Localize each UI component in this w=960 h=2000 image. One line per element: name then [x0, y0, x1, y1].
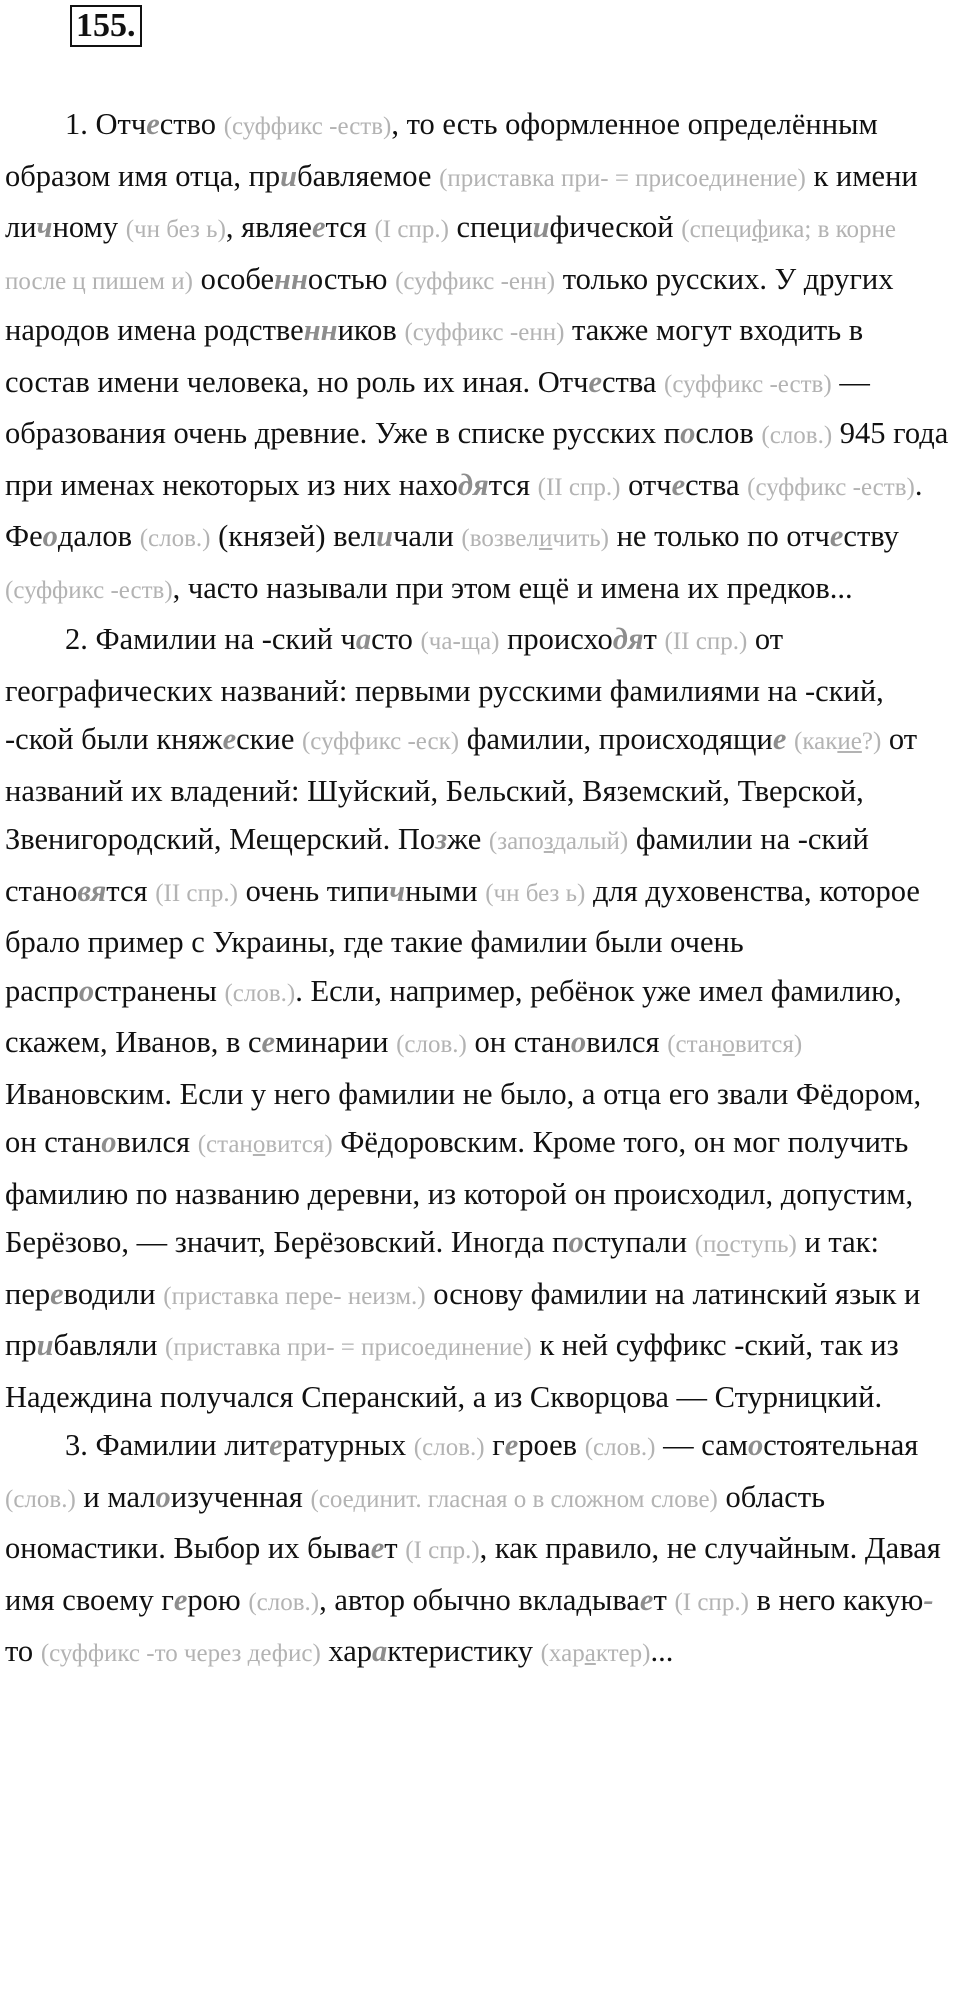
- text-segment: фамилии на -ский стано: [5, 822, 869, 908]
- highlighted-letter: е: [829, 519, 844, 553]
- text-segment: изученная: [170, 1479, 311, 1514]
- grammar-hint: о: [722, 1031, 735, 1058]
- grammar-hint: вится): [265, 1131, 333, 1158]
- grammar-hint: (I спр.): [405, 1537, 480, 1564]
- text-segment: , являе: [225, 210, 312, 244]
- text-segment: ступали: [583, 1225, 695, 1259]
- text-segment: ...: [650, 1634, 674, 1668]
- text-segment: он стан: [466, 1025, 571, 1059]
- grammar-hint: (суффикс -еств): [223, 113, 392, 140]
- grammar-hint: о: [716, 1231, 730, 1258]
- text-segment: стоятельная: [763, 1428, 919, 1462]
- text-segment: от географических названий: первыми русскими фамилиями на -ский, -ской были княж: [5, 622, 884, 756]
- highlighted-letter: е: [588, 364, 602, 399]
- grammar-hint: (I спр.): [674, 1588, 749, 1616]
- text-segment: происхо: [499, 622, 613, 656]
- grammar-hint: (приставка при- = присоединение): [439, 164, 806, 192]
- grammar-hint: (суффикс -еств): [747, 473, 915, 501]
- text-segment: водили: [63, 1276, 164, 1311]
- grammar-hint: (чн без ь): [125, 216, 226, 243]
- text-segment: . Фе: [5, 467, 923, 553]
- text-segment: т: [384, 1531, 406, 1565]
- text-segment: к имени ли: [5, 158, 918, 244]
- highlighted-letter: ч: [36, 210, 53, 244]
- grammar-hint: (стан: [667, 1031, 723, 1058]
- text-segment: фамилии, происходящи: [459, 722, 773, 756]
- grammar-hint: (п: [694, 1231, 717, 1258]
- grammar-hint: (суффикс -еств): [664, 370, 832, 398]
- grammar-hint: (приставка пере- неизм.): [163, 1282, 426, 1310]
- highlighted-letter: о: [101, 1125, 117, 1159]
- text-segment: и так: пер: [5, 1225, 879, 1311]
- paragraph-3: [5, 1421, 955, 1679]
- highlighted-letter: и: [532, 210, 550, 244]
- text-segment: ному: [52, 210, 126, 244]
- highlighted-letter: о: [747, 1428, 764, 1462]
- text-segment: то: [5, 1634, 41, 1668]
- highlighted-letter: вя: [77, 873, 107, 908]
- grammar-hint: ступь): [729, 1231, 797, 1258]
- text-segment: 2. Фамилии на -ский ч: [65, 622, 356, 656]
- text-segment: — образования очень древние. Уже в списке русских п: [5, 364, 870, 450]
- text-segment: только русских. У других народов имена родстве: [5, 261, 894, 347]
- text-segment: ству: [843, 519, 899, 553]
- text-segment: . Если, например, ребёнок уже имел фамилию, скажем, Иванов, в с: [5, 973, 902, 1059]
- text-segment: Фёдоровским. Кроме того, он мог получить фамилию по названию деревни, из которой он происходил, допустим, Берёзово, — значит, Берёзовский. Иногда п: [5, 1125, 914, 1259]
- highlighted-letter: ч: [389, 873, 406, 908]
- text-segment: хар: [320, 1634, 373, 1668]
- grammar-hint: ие: [837, 728, 862, 755]
- text-segment: фической: [549, 210, 682, 244]
- text-segment: роев: [518, 1428, 585, 1462]
- text-segment: для духовенства, которое брало пример с Украины, где такие фамилии были очень распр: [5, 873, 920, 1008]
- text-segment: специ: [448, 210, 533, 244]
- text-segment: , то есть оформленное определённым образом имя отца, пр: [5, 107, 878, 193]
- grammar-hint: далый): [553, 828, 629, 855]
- grammar-hint: (II спр.): [155, 879, 238, 907]
- text-segment: от названий их владений: Шуйский, Бельский, Вяземский, Тверской, Звенигородский, Мещерский. По: [5, 722, 918, 856]
- grammar-hint: ?): [861, 728, 882, 755]
- grammar-hint: з: [543, 828, 554, 855]
- text-segment: область ономастики. Выбор их быва: [5, 1479, 826, 1565]
- highlighted-letter: е: [146, 107, 160, 141]
- highlighted-letter: е: [269, 1428, 283, 1462]
- grammar-hint: (суффикс -енн): [395, 267, 556, 295]
- grammar-hint: (слов.): [761, 422, 833, 449]
- text-segment: основу фамилии на латинский язык и пр: [5, 1276, 921, 1362]
- text-segment: тся: [325, 210, 375, 244]
- highlighted-letter: нн: [303, 313, 338, 347]
- text-segment: отч: [620, 467, 672, 502]
- grammar-hint: ктер): [595, 1640, 651, 1667]
- text-segment: к ней суффикс -ский, так из Надеждина получался Сперанский, а из Скворцова — Стурницкий.: [5, 1328, 899, 1414]
- highlighted-letter: а: [355, 622, 372, 656]
- highlighted-letter: е: [504, 1428, 519, 1462]
- grammar-hint: (слов.): [413, 1434, 485, 1461]
- grammar-hint: чить): [552, 525, 609, 552]
- text-segment: рою: [187, 1582, 249, 1617]
- grammar-hint: (слов.): [5, 1485, 76, 1513]
- grammar-hint: ика; в корне после ц пишем и): [5, 216, 896, 295]
- highlighted-letter: -: [923, 1582, 934, 1617]
- text-segment: в него какую: [748, 1582, 924, 1617]
- text-segment: , автор обычно вкладыва: [319, 1582, 640, 1617]
- text-segment: чали: [393, 519, 462, 553]
- grammar-hint: (стан: [197, 1131, 253, 1158]
- text-segment: вился: [116, 1125, 198, 1159]
- highlighted-letter: е: [370, 1531, 385, 1565]
- text-segment: — сам: [655, 1428, 748, 1462]
- paragraph-2: [5, 615, 955, 1421]
- grammar-hint: (I спр.): [374, 216, 449, 243]
- highlighted-letter: е: [261, 1025, 276, 1059]
- text-segment: также могут входить в состав имени человека, но роль их иная. Отч: [5, 313, 864, 399]
- text-segment: и мал: [75, 1479, 156, 1514]
- highlighted-letter: дя: [457, 467, 489, 502]
- text-segment: (князей) вел: [210, 519, 377, 553]
- text-segment: ства: [601, 364, 665, 399]
- text-segment: , как правило, не случайным. Давая имя своему г: [5, 1531, 941, 1617]
- text-segment: очень типи: [237, 873, 390, 908]
- highlighted-letter: дя: [612, 622, 644, 656]
- text-segment: тся: [106, 873, 156, 908]
- text-segment: г: [484, 1428, 505, 1462]
- text-segment: ратурных: [282, 1428, 414, 1462]
- highlighted-letter: и: [376, 519, 394, 553]
- grammar-hint: (слов.): [139, 525, 211, 552]
- grammar-hint: (суффикс -то через дефис): [40, 1640, 321, 1667]
- text-segment: т: [643, 622, 665, 656]
- text-segment: вился: [586, 1025, 668, 1059]
- highlighted-letter: о: [570, 1025, 587, 1059]
- grammar-hint: и: [538, 525, 553, 552]
- highlighted-letter: и: [36, 1328, 54, 1362]
- highlighted-letter: о: [155, 1479, 171, 1514]
- text-segment: далов: [57, 519, 140, 553]
- highlighted-letter: е: [772, 722, 787, 756]
- grammar-hint: (слов.): [248, 1588, 320, 1616]
- text-segment: ктеристику: [387, 1634, 541, 1668]
- text-segment: бавляли: [53, 1328, 166, 1362]
- grammar-hint: (суффикс -еск): [301, 728, 460, 755]
- text-segment: бавляемое: [297, 158, 440, 193]
- highlighted-letter: о: [42, 519, 58, 553]
- text-segment: 945 года при именах некоторых из них нахо: [5, 416, 949, 502]
- grammar-hint: (суффикс -еств): [5, 576, 173, 604]
- text-segment: , часто называли при этом ещё и имена их предков...: [172, 570, 853, 605]
- highlighted-letter: а: [372, 1634, 388, 1668]
- grammar-hint: (слов.): [224, 979, 296, 1007]
- text-segment: 3. Фамилии лит: [65, 1428, 270, 1462]
- grammar-hint: (слов.): [396, 1031, 467, 1058]
- text-segment: 1. Отч: [65, 107, 147, 141]
- text-segment: не только по отч: [608, 519, 830, 553]
- text-segment: т: [653, 1582, 675, 1617]
- highlighted-letter: е: [639, 1582, 654, 1617]
- grammar-hint: (запо: [488, 828, 544, 855]
- highlighted-letter: е: [50, 1276, 64, 1311]
- grammar-hint: (приставка при- = присоединение): [165, 1334, 532, 1361]
- highlighted-letter: е: [311, 210, 326, 244]
- highlighted-letter: нн: [274, 261, 308, 296]
- grammar-hint: (II спр.): [537, 473, 621, 501]
- grammar-hint: (как: [794, 728, 838, 755]
- highlighted-letter: е: [671, 467, 686, 502]
- text-segment: слов: [695, 416, 762, 450]
- text-segment: особе: [192, 261, 275, 296]
- highlighted-letter: и: [280, 158, 298, 193]
- text-segment: странены: [94, 973, 225, 1008]
- text-segment: [786, 722, 794, 756]
- text-segment: ство: [159, 107, 224, 141]
- highlighted-letter: е: [173, 1582, 188, 1617]
- grammar-hint: о: [252, 1131, 266, 1158]
- grammar-hint: (II спр.): [664, 628, 748, 655]
- text-segment: остью: [307, 261, 396, 296]
- highlighted-letter: о: [568, 1225, 584, 1259]
- text-segment: минарии: [275, 1025, 397, 1059]
- text-segment: иков: [337, 313, 405, 347]
- text-segment: же: [447, 822, 489, 856]
- exercise-text: [5, 100, 955, 1679]
- grammar-hint: (чн без ь): [485, 879, 586, 907]
- highlighted-letter: е: [222, 722, 237, 756]
- grammar-hint: (хар: [540, 1640, 585, 1667]
- grammar-hint: (слов.): [584, 1434, 656, 1461]
- grammar-hint: (специ: [681, 216, 752, 243]
- text-segment: сто: [371, 622, 421, 656]
- grammar-hint: вится): [734, 1031, 803, 1058]
- text-segment: ские: [236, 722, 302, 756]
- text-segment: ства: [685, 467, 748, 502]
- highlighted-letter: о: [78, 973, 95, 1008]
- grammar-hint: (возвел: [461, 525, 539, 552]
- text-segment: тся: [488, 467, 538, 502]
- paragraph-1: [5, 100, 955, 615]
- grammar-hint: (суффикс -енн): [404, 319, 565, 346]
- grammar-hint: (соединит. гласная о в сложном слове): [310, 1485, 718, 1513]
- text-segment: Ивановским. Если у него фамилии не было, а отца его звали Фёдором, он стан: [5, 1076, 922, 1159]
- text-segment: ными: [405, 873, 486, 908]
- grammar-hint: а: [584, 1640, 596, 1667]
- grammar-hint: ф: [751, 216, 769, 243]
- exercise-number: 155.: [70, 5, 142, 47]
- highlighted-letter: з: [435, 822, 448, 856]
- highlighted-letter: о: [680, 416, 696, 450]
- grammar-hint: (ча-ща): [420, 628, 500, 655]
